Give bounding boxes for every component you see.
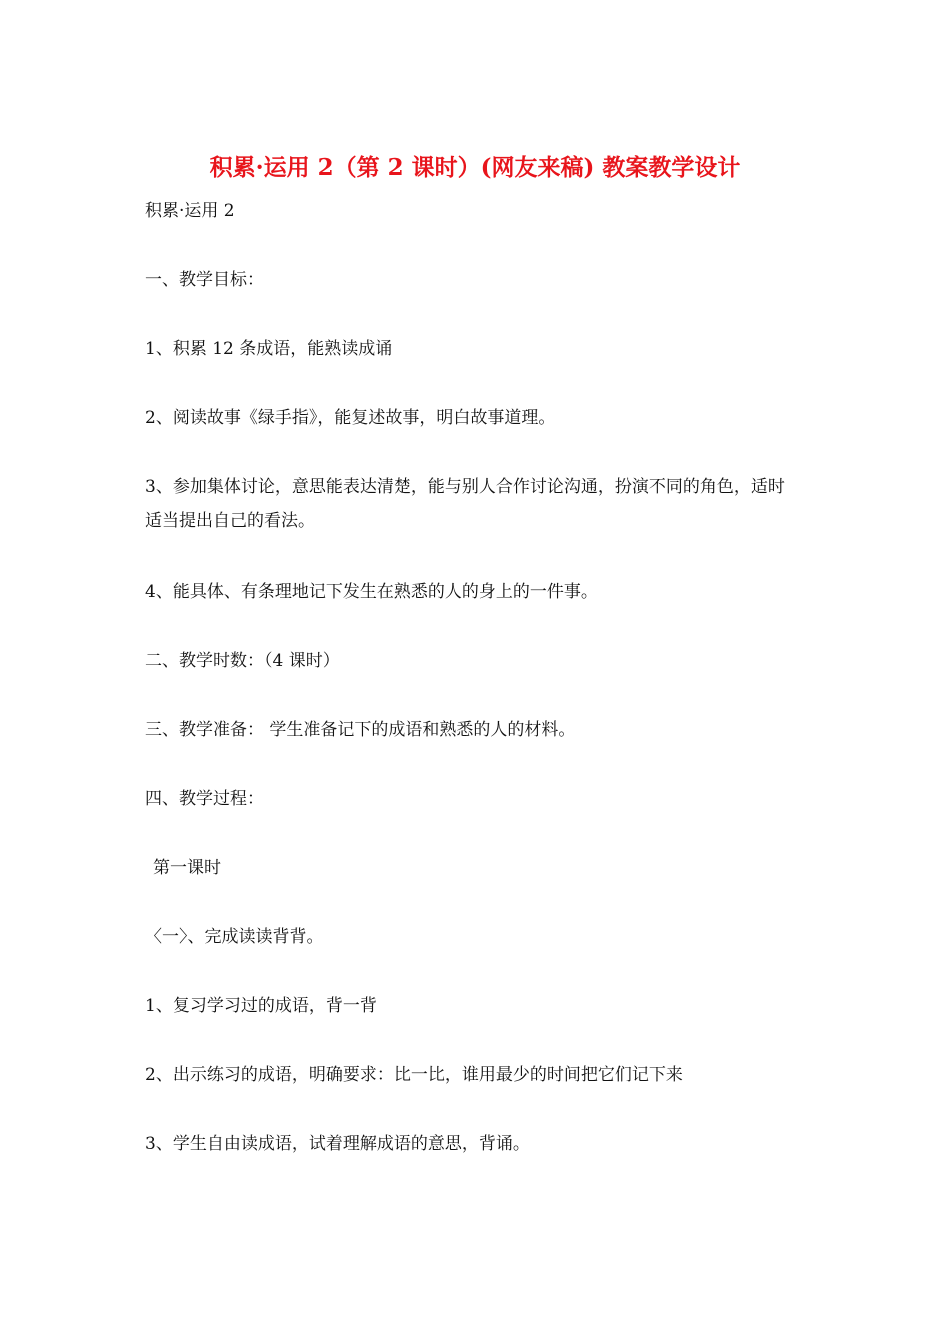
step-item-3: 3、学生自由读成语，试着理解成语的意思，背诵。 [145,1134,530,1154]
section-heading-hours: 二、教学时数：（4 课时） [145,651,340,671]
objective-item-2: 2、阅读故事《绿手指》，能复述故事，明白故事道理。 [145,408,556,428]
lesson-heading-first: 第一课时 [153,858,221,878]
step-item-2: 2、出示练习的成语，明确要求：比一比，谁用最少的时间把它们记下来 [145,1065,683,1085]
section-heading-preparation: 三、教学准备： 学生准备记下的成语和熟悉的人的材料。 [145,720,576,740]
objective-item-3: 3、参加集体讨论，意思能表达清楚，能与别人合作讨论沟通，扮演不同的角色，适时适当提出自己的看法。 [145,477,785,531]
document-title: 积累·运用 2（第 2 课时）(网友来稿) 教案教学设计 [209,154,741,181]
section-heading-objectives: 一、教学目标： [145,270,264,290]
document-subtitle: 积累·运用 2 [145,201,235,221]
objective-item-4: 4、能具体、有条理地记下发生在熟悉的人的身上的一件事。 [145,582,598,602]
step-item-1: 1、复习学习过的成语，背一背 [145,996,377,1016]
section-heading-process: 四、教学过程： [145,789,264,809]
step-heading-1: 〈一〉、完成读读背背。 [145,927,324,947]
objective-item-1: 1、积累 12 条成语，能熟读成诵 [145,339,393,359]
